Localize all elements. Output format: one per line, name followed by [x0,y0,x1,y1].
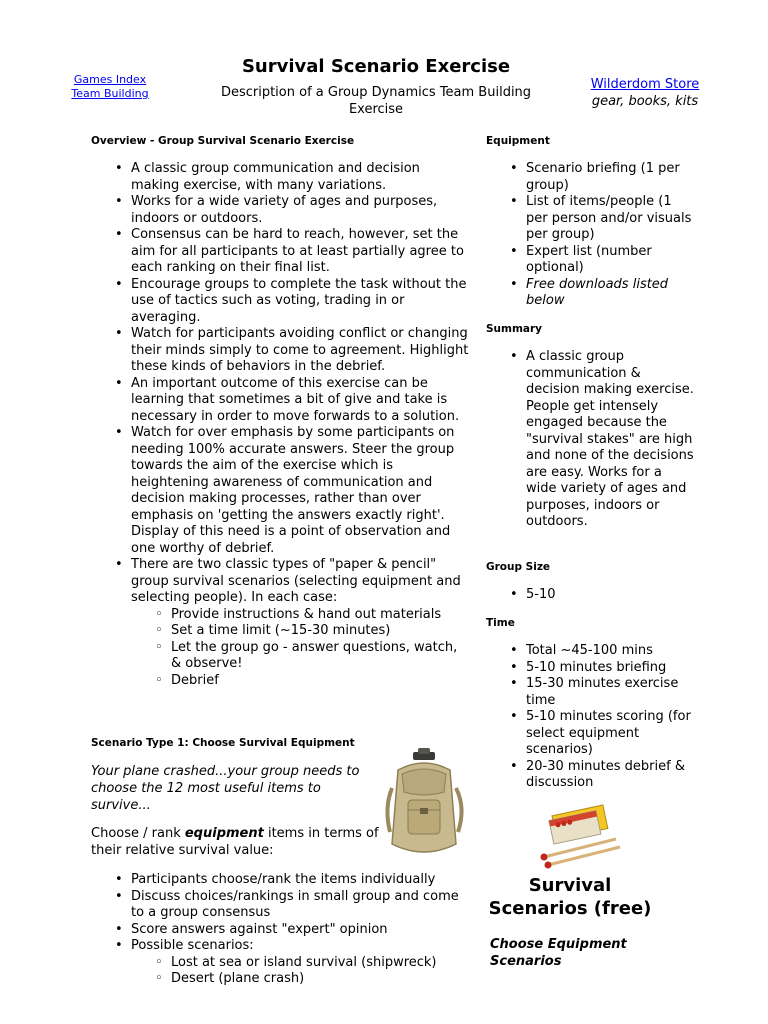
scenario1-sublist [131,955,471,988]
group-size-list [486,587,696,604]
scenario1-instructions [91,825,381,859]
games-index-link[interactable]: Games Index [73,73,147,86]
sublist-item: ◦ Desert (plane crash) [131,971,471,988]
list-item: • Participants choose/rank the items individually [91,872,471,889]
list-item: • Free downloads listed below [486,277,696,310]
list-item: • Works for a wide variety of ages and purposes, indoors or outdoors. [91,194,471,227]
overview-sublist [131,607,471,690]
nav-links [62,73,158,101]
survival-scenarios-title: Survival Scenarios (free) [488,875,652,919]
store-promo [570,76,720,110]
canteen-image [380,748,470,860]
matches-image [536,803,626,869]
list-item: • Scenario briefing (1 per group) [486,161,696,194]
equipment-list [486,161,696,310]
choose-text-post: items in terms of their relative survival value: [91,826,379,858]
group-size-heading: Group Size [486,561,551,573]
list-item: • An important outcome of this exercise can be learning that sometimes a bit of give and take is necessary in order to move forwards to a solution. [91,376,471,426]
list-item-text: There are two classic types of "paper & pencil" group survival scenarios (selecting equipment and selecting people). In each case: [131,557,461,605]
sublist-item: ◦ Debrief [131,673,471,690]
sublist-item: ◦ Let the group go - answer questions, watch, & observe! [131,640,471,673]
summary-heading: Summary [486,323,543,335]
list-item: • 20-30 minutes debrief & discussion [486,759,696,792]
summary-list [486,349,696,531]
time-list [486,643,696,792]
list-item [91,938,471,988]
wilderdom-store-link[interactable]: Wilderdom Store [590,77,700,92]
list-item: • Total ~45-100 mins [486,643,696,660]
sublist-item: ◦ Provide instructions & hand out materials [131,607,471,624]
list-item [91,557,471,689]
list-item: • 5-10 minutes scoring (for select equipment scenarios) [486,709,696,759]
list-item: • Expert list (number optional) [486,244,696,277]
list-item: • 5-10 minutes briefing [486,660,696,677]
list-item: • Watch for participants avoiding conflict or changing their minds simply to come to agreement. Highlight these kinds of behaviors in the debrief. [91,326,471,376]
sublist-item: ◦ Lost at sea or island survival (shipwreck) [131,955,471,972]
list-item: • Consensus can be hard to reach, however, set the aim for all participants to at least partially agree to each ranking on their final list. [91,227,471,277]
scenario1-list [91,872,471,988]
list-item: • Watch for over emphasis by some participants on needing 100% accurate answers. Steer the group towards the aim of the exercise which is heightening awareness of communication and decision making processes, rather than over emphasis on 'getting the answers exactly right'. Display of this need is a point of observation and one worthy of debrief. [91,425,471,557]
team-building-link[interactable]: Team Building [71,87,149,100]
overview-heading: Overview - Group Survival Scenario Exercise [91,135,355,147]
store-tagline: gear, books, kits [591,94,699,109]
page-title: Survival Scenario Exercise [241,56,511,77]
equipment-heading: Equipment [486,135,550,147]
list-item-text: Possible scenarios: [131,938,254,953]
choose-text-emphasis: equipment [184,826,264,841]
time-heading: Time [486,617,515,629]
list-item: • 5-10 [486,587,696,604]
sublist-item: ◦ Set a time limit (~15-30 minutes) [131,623,471,640]
overview-list [91,161,471,689]
scenario1-heading: Scenario Type 1: Choose Survival Equipment [91,737,355,749]
choose-equipment-subtitle: Choose Equipment Scenarios [490,937,627,969]
list-item: • List of items/people (1 per person and/or visuals per group) [486,194,696,244]
list-item: • A classic group communication and decision making exercise, with many variations. [91,161,471,194]
list-item: • Score answers against "expert" opinion [91,922,471,939]
scenario1-intro: Your plane crashed...your group needs to choose the 12 most useful items to survive... [91,764,360,813]
page-subtitle: Description of a Group Dynamics Team Building Exercise [220,85,532,117]
list-item: • A classic group communication & decision making exercise. People get intensely engaged because the "survival stakes" are high and none of the decisions are easy. Works for a wide variety of ages and purposes, indoors or outdoors. [486,349,696,531]
list-item: • Encourage groups to complete the task without the use of tactics such as voting, trading in or averaging. [91,277,471,327]
choose-text-pre: Choose / rank [91,826,185,841]
list-item: • 15-30 minutes exercise time [486,676,696,709]
list-item: • Discuss choices/rankings in small group and come to a group consensus [91,889,471,922]
